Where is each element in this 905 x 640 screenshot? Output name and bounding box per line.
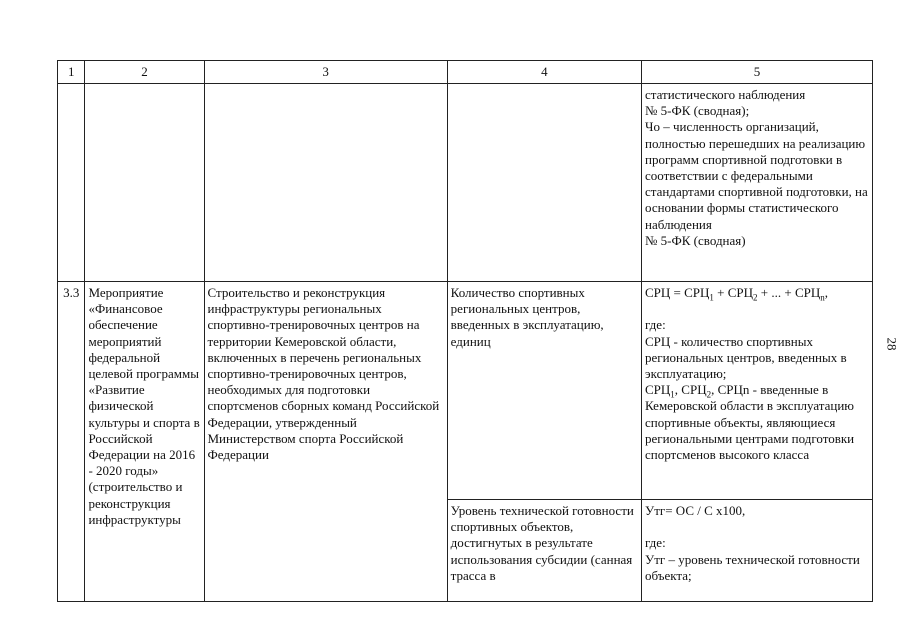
formula-part: , СРЦ <box>674 382 707 398</box>
formula-part: , <box>824 285 828 300</box>
event-name-cell: Мероприятие «Финансовое обеспечение мероприятий федеральной целевой программы «Развитие физической культуры и спорта в Российской Федерации на 2016 - 2020 годы» (строительство и реконструкция инфраструктуры <box>85 282 204 602</box>
where-label: где: <box>645 535 666 551</box>
column-header-2: 2 <box>85 61 204 84</box>
cell-empty <box>447 84 641 282</box>
formula-part: СРЦ = СРЦ <box>645 285 710 300</box>
formula-subscript: 2 <box>706 389 712 400</box>
where-label: где: <box>645 317 666 333</box>
formula-subscript: 2 <box>753 292 758 303</box>
table-row-continued <box>58 84 873 282</box>
row-number-cell: 3.3 <box>58 282 85 602</box>
formula-part: СРЦ <box>645 382 671 398</box>
indicator-formula-cell <box>642 282 873 500</box>
column-header-4: 4 <box>447 61 641 84</box>
formula-explanation: Утг – уровень технической готовности объекта; <box>645 551 860 583</box>
formula-subscript: 1 <box>670 389 675 400</box>
formula-part: + ... + СРЦ <box>757 285 821 300</box>
column-number-row <box>58 61 873 84</box>
formula-subscript: 1 <box>709 292 714 303</box>
indicator-name-cell: Количество спортивных региональных центров, введенных в эксплуатацию, единиц <box>447 282 641 500</box>
continued-formula-cell: статистического наблюдения № 5-ФК (сводная); Чо – численность организаций, полностью перешедших на реализацию программ спортивной подготовки в соответствии с федеральными стандартами спортивной подготовки, на основании формы статистического наблюдения № 5-ФК (сводная) <box>642 84 873 282</box>
cell-empty <box>204 84 447 282</box>
indicator-formula-cell <box>642 500 873 602</box>
column-header-1: 1 <box>58 61 85 84</box>
table-row-3-3 <box>58 282 873 500</box>
column-header-5: 5 <box>642 61 873 84</box>
formula-part: + СРЦ <box>713 285 754 300</box>
indicator-name-cell: Уровень технической готовности спортивных объектов, достигнутых в результате использования субсидии (санная трасса в <box>447 500 641 602</box>
page-number: 28 <box>884 337 900 351</box>
cell-empty <box>58 84 85 282</box>
formula-part: , СРЦn - введенные в Кемеровской области в эксплуатацию спортивные объекты, являющиеся региональными центрами подготовки спортсменов высокого класса <box>645 382 855 463</box>
formula-subscript: n <box>820 292 825 303</box>
formula-explanation: СРЦ - количество спортивных региональных центров, введенных в эксплуатацию; <box>645 333 847 382</box>
formula-text: Утг= ОС / С х100, <box>645 503 746 518</box>
formula-text <box>645 285 828 303</box>
cell-empty <box>85 84 204 282</box>
formula-explanation-variables <box>645 382 854 462</box>
event-description-cell: Строительство и реконструкция инфраструктуры региональных спортивно-тренировочных центров на территории Кемеровской области, включенных в перечень региональных спортивно-тренировочных центров, необходимых для подготовки спортсменов сборных команд Российской Федерации, утвержденный Министерством спорта Российской Федерации <box>204 282 447 602</box>
indicators-table <box>57 60 873 602</box>
column-header-3: 3 <box>204 61 447 84</box>
